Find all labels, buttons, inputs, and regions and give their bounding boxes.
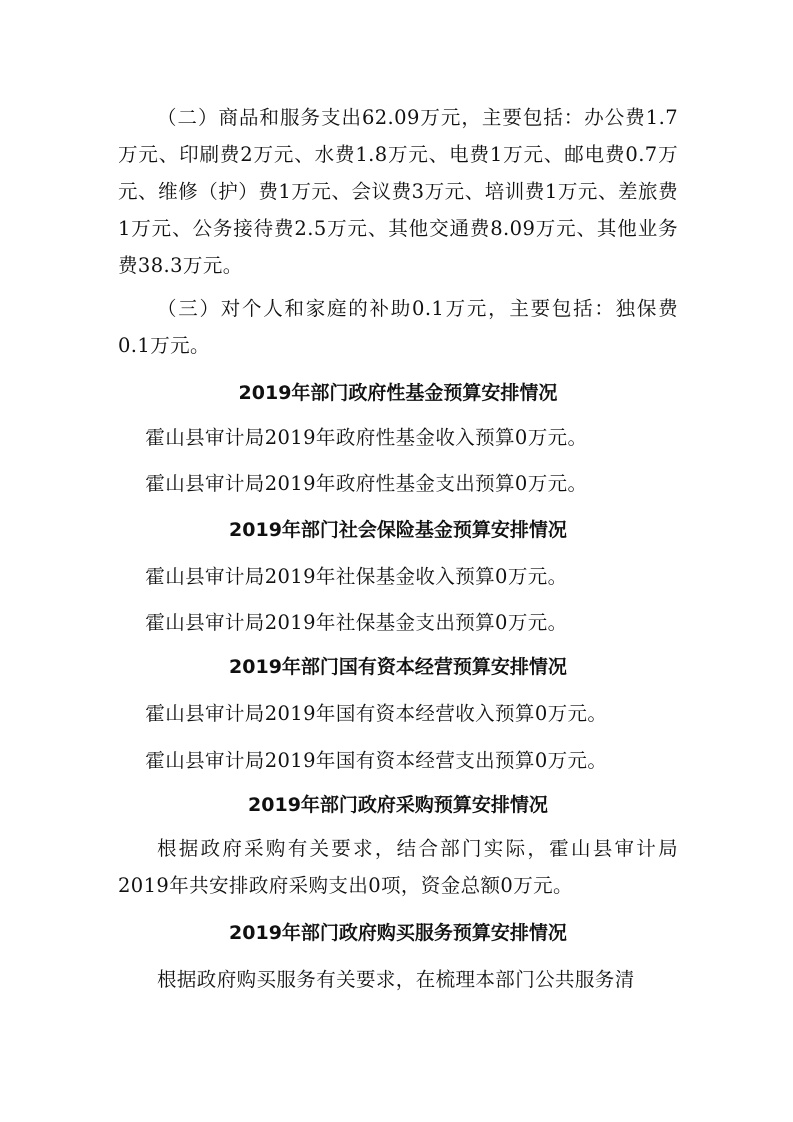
social-income-line: 霍山县审计局2019年社保基金收入预算0万元。 — [145, 565, 568, 588]
procurement-heading: 2019年部门政府采购预算安排情况 — [248, 794, 548, 816]
social-expense-line: 霍山县审计局2019年社保基金支出预算0万元。 — [145, 611, 568, 634]
social-insurance-heading: 2019年部门社会保险基金预算安排情况 — [229, 519, 567, 541]
state-capital-heading: 2019年部门国有资本经营预算安排情况 — [229, 656, 567, 678]
state-capital-expense-line: 霍山县审计局2019年国有资本经营支出预算0万元。 — [145, 749, 608, 772]
purchase-services-paragraph: 根据政府购买服务有关要求，在梳理本部门公共服务清 — [157, 968, 635, 991]
gov-fund-expense-line: 霍山县审计局2019年政府性基金支出预算0万元。 — [145, 472, 588, 495]
gov-fund-heading: 2019年部门政府性基金预算安排情况 — [238, 382, 558, 404]
household-subsidy-paragraph: （三）对个人和家庭的补助0.1万元，主要包括：独保费0.1万元。 — [118, 297, 678, 357]
purchase-services-heading: 2019年部门政府购买服务预算安排情况 — [229, 922, 567, 944]
procurement-paragraph: 根据政府采购有关要求，结合部门实际，霍山县审计局2019年共安排政府采购支出0项，资金总额0万元。 — [118, 837, 678, 897]
state-capital-income-line: 霍山县审计局2019年国有资本经营收入预算0万元。 — [145, 702, 608, 725]
gov-fund-income-line: 霍山县审计局2019年政府性基金收入预算0万元。 — [145, 426, 588, 449]
goods-services-paragraph: （二）商品和服务支出62.09万元，主要包括：办公费1.7万元、印刷费2万元、水费1.8万元、电费1万元、邮电费0.7万元、维修（护）费1万元、会议费3万元、培训费1万元、差旅费1万元、公务接待费2.5万元、其他交通费8.09万元、其他业务费38.3万元。 — [118, 106, 678, 277]
